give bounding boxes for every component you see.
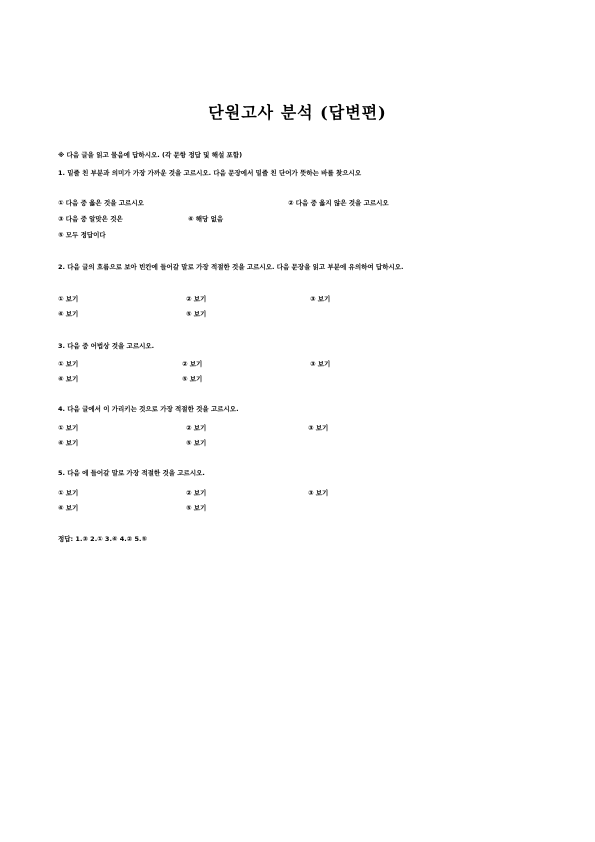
question-text: 2. 다음 글의 흐름으로 보아 빈칸에 들어갈 말로 가장 적절한 것을 고르시오. 다음 문장을 읽고 <box>58 263 328 271</box>
question-text: 3. 다음 중 어법상 <box>58 342 112 350</box>
option: ⑤ 보기 <box>186 310 207 318</box>
page-title: 단원고사 분석 (답변편) <box>208 103 387 122</box>
option: ③ 보기 <box>308 489 329 497</box>
question-1 <box>58 168 543 179</box>
option: ⑤ 모두 정답이다 <box>58 231 106 239</box>
option: ② 보기 <box>182 360 203 368</box>
option: ⑤ 보기 <box>186 439 207 447</box>
option: ④ 보기 <box>58 375 79 383</box>
option: ③ 보기 <box>308 424 329 432</box>
option: ④ 보기 <box>58 504 79 512</box>
question-text: 이 가리키는 것으로 가장 적절한 것을 고르시오. <box>103 405 239 413</box>
question-2 <box>58 262 543 273</box>
intro-instruction: ※ 다음 글을 읽고 물음에 답하시오. (각 문항 정답 및 해설 포함) <box>58 151 243 159</box>
answer-key: 정답: 1.③ 2.① 3.④ 4.② 5.⑤ <box>58 535 147 543</box>
option: ④ 보기 <box>58 310 79 318</box>
question-5 <box>58 468 543 479</box>
option: ② 다음 중 옳지 않은 것을 고르시오 <box>288 199 389 207</box>
option: ① 다음 중 옳은 것을 고르시오 <box>58 199 144 207</box>
option: ⑤ 보기 <box>182 375 203 383</box>
question-3 <box>58 341 543 352</box>
option: ② 보기 <box>186 489 207 497</box>
option: ② 보기 <box>186 295 207 303</box>
question-text: 에 들어갈 말로 가장 적절한 것을 고르시오. <box>82 469 205 477</box>
question-4 <box>58 404 543 415</box>
question-text: 1. 밑줄 친 부분과 의미가 가장 가까운 것을 고르시오. 다음 문장에서 밑줄 친 단어가 뜻하는 바를 찾으시오 <box>58 169 362 177</box>
question-text: 부분에 유의하여 답하시오. <box>327 263 404 271</box>
option: ① 보기 <box>58 489 79 497</box>
option: ⑤ 보기 <box>186 504 207 512</box>
option: ③ 보기 <box>310 295 331 303</box>
option: ④ 해당 없음 <box>188 215 224 223</box>
option: ④ 보기 <box>58 439 79 447</box>
question-text: 4. 다음 글에서 <box>58 405 104 413</box>
option: ① 보기 <box>58 295 79 303</box>
question-text: 5. 다음 <box>58 469 83 477</box>
option: ① 보기 <box>58 424 79 432</box>
question-text: 것을 고르시오. <box>111 342 155 350</box>
option: ③ 보기 <box>310 360 331 368</box>
option: ③ 다음 중 알맞은 것은 <box>58 215 123 223</box>
option: ② 보기 <box>186 424 207 432</box>
option: ① 보기 <box>58 360 79 368</box>
